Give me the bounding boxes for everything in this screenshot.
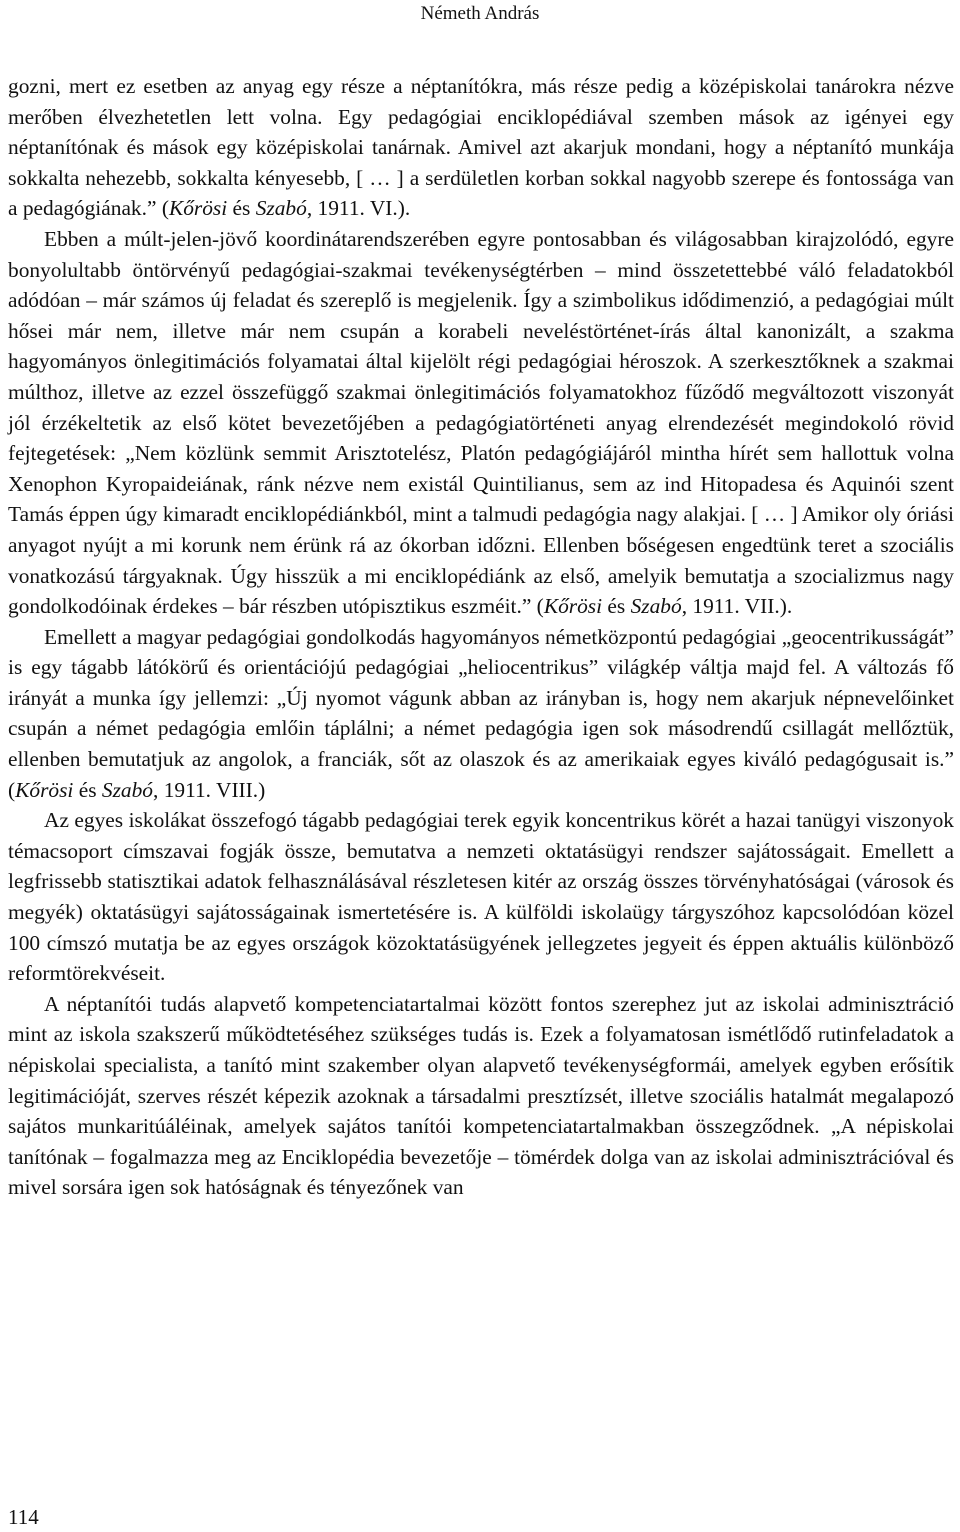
citation-author-szabo: Szabó [255, 196, 307, 221]
text-segment: , 1911. VII.). [681, 594, 793, 619]
paragraph-3 [8, 622, 954, 806]
text-segment: , 1911. VIII.) [153, 777, 266, 802]
text-segment: , 1911. VI.). [306, 196, 411, 221]
paragraph-5 [8, 989, 954, 1203]
page-number-value: 114 [8, 1505, 39, 1529]
text-segment: Emellett a magyar pedagógiai gondolkodás hagyományos németközpontú pedagógiai „geocentrikusságát” is egy tágabb látókörű és orientációjú pedagógiai „heliocentrikus” világkép váltja majd fel. A változás fő irányát a munka így jellemzi: „Új nyomot vágunk abban az irányban is, hogy nem akarjuk népnevelőinket csupán a német pedagógia emlőin táplálni; a német pedagógia igen sok másodrendű csillagát mellőztük, ellenben bemutatjuk az angolok, a franciák, sőt az olaszok és az amerikaiak egyes kiváló pedagógusait is.” ( [8, 624, 954, 802]
citation-author-szabo: Szabó [630, 594, 682, 619]
page-number [8, 1504, 39, 1530]
header-author: Németh András [420, 3, 540, 24]
paragraph-4 [8, 805, 954, 989]
running-header [0, 2, 960, 26]
text-segment: gozni, mert ez esetben az anyag egy része a néptanítókra, más része pedig a középiskolai tanárokra nézve merőben élvezhetetlen lett volna. Egy pedagógiai enciklopédiával szemben mások az igényei egy néptanítónak és mások egy középiskolai tanárnak. Amivel azt akarjuk mondani, hogy a néptanító munkája sokkalta nehezebb, sokkalta kényesebb, [ … ] a serdületlen korban sokkal nagyobb szerepe és fontossága van a pedagógiának.” ( [8, 74, 954, 221]
text-segment: Az egyes iskolákat összefogó tágabb pedagógiai terek egyik koncentrikus körét a hazai tanügyi viszonyok témacsoport címszavai fogják össze, bemutatva a nemzeti oktatásügyi rendszer sajátosságait. Emellett a legfrissebb statisztikai adatok felhasználásával részletesen kitér az ország összes törvényhatóságai (városok és megyék) oktatásügyi sajátosságainak ismertetésére is. A külföldi iskolaügy tárgyszóhoz kapcsolódóan közel 100 címszó mutatja be az egyes országok közoktatásügyének jellegzetes jegyeit és éppen aktuális különböző reformtörekvéseit. [8, 808, 954, 986]
paragraph-2 [8, 224, 954, 622]
text-segment: és [227, 196, 256, 221]
text-segment: és [602, 594, 631, 619]
text-segment: Ebben a múlt-jelen-jövő koordinátarendszerében egyre pontosabban és világosabban kirajzolódó, egyre bonyolultabb öntörvényű pedagógiai-szakmai tevékenységtérben – mind összetettebbé váló feladatokból adódóan – már számos új feladat és szereplő is megjelenik. Így a szimbolikus idődimenzió, a pedagógiai múlt hősei már nem, illetve már nem csupán a korabeli neveléstörténet-írás által kanonizált, a szakma hagyományos önlegitimációs folyamatai által kijelölt régi pedagógiai héroszok. A szerkesztőknek a szakmai múlthoz, illetve az ezzel összefüggő szakmai önlegitimációs folyamatokhoz fűződő megváltozott viszonyát jól érzékeltetik az első kötet bevezetőjében a pedagógiatörténeti anyag elrendezését megindokoló rövid fejtegetések: „Nem közlünk semmit Arisztotelész, Platón pedagógiájáról mintha hírét sem hallottuk volna Xenophon Kyropaideiának, ránk nézve nem existál Quintilianus, sem az ind Hitopadesa és Aquinói szent Tamás éppen úgy kimaradt enciklopédiánkból, mint a talmudi pedagógia nagy alakjai. [ … ] Amikor oly óriási anyagot nyújt a mi korunk nem érünk rá az ókorban időzni. Ellenben bőségesen engedtünk teret a szociális vonatkozású tárgyaknak. Úgy hisszük a mi enciklopédiánk az első, amelyik bemutatja a szocializmus nagy gondolkodóinak érdekes – bár részben utópisztikus eszméit.” ( [8, 226, 954, 619]
citation-author-korosi: Kőrösi [15, 777, 74, 802]
text-segment: A néptanítói tudás alapvető kompetenciatartalmai között fontos szerephez jut az iskolai adminisztráció mint az iskola szakszerű működtetéséhez szükséges tudás is. Ezek a folyamatosan ismétlődő rutinfeladatok a népiskolai specialista, a tanító mint szakember olyan alapvető tevékenységformái, amelyek egyben erősítik legitimációját, szerves részét képezik azoknak a társadalmi presztízsét, illetve szociális hatalmát megalapozó sajátos munkaritúáléinak, amelyek sajátos tanítói kompetenciatartalmakban összegződnek. „A népiskolai tanítónak – fogalmazza meg az Enciklopédia bevezetője – tömérdek dolga van az iskolai adminisztrációval és mivel sorsára igen sok hatóságnak és tényezőnek van [8, 991, 954, 1200]
paragraph-1 [8, 71, 954, 224]
citation-author-szabo: Szabó [101, 777, 153, 802]
page-body [8, 71, 954, 1203]
citation-author-korosi: Kőrösi [168, 196, 228, 221]
text-segment: és [73, 777, 102, 802]
citation-author-korosi: Kőrösi [543, 594, 603, 619]
